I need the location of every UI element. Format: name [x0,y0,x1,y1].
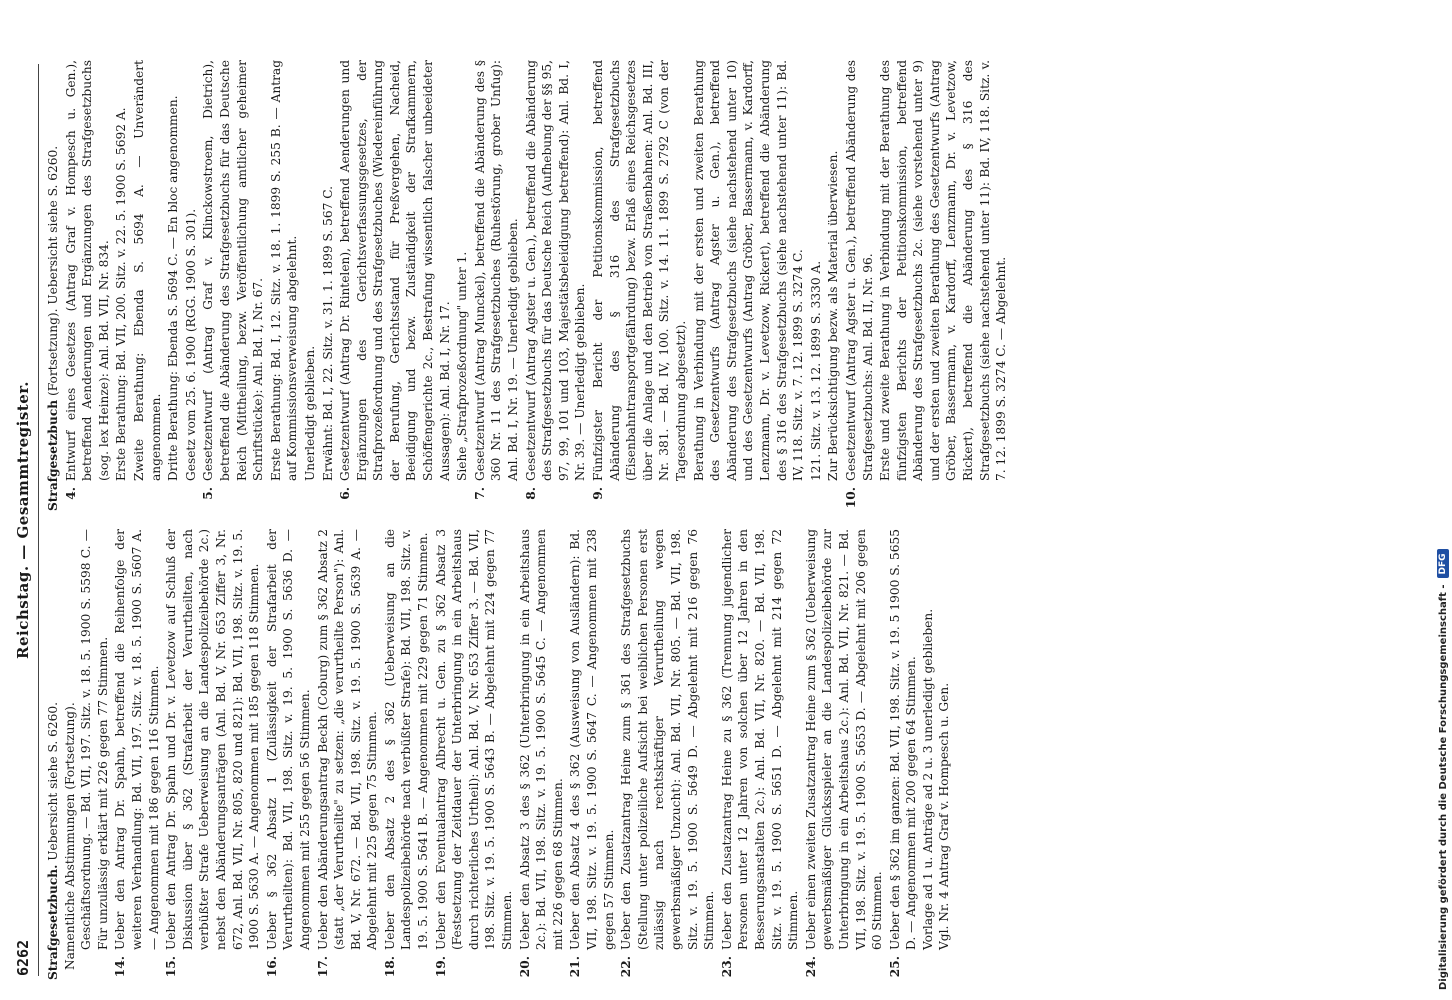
entry-number: 25. [887,956,902,978]
entry-number: 19. [433,956,448,978]
entry-text: Ueber den Eventualantrag Albrecht u. Gen. zu § 362 Absatz 3 (Festsetzung der Zeitdauer der Unterbringung in ein Arbeitshaus durch richterliches Urtheil): Anl. Bd. V, Nr. 653 Ziffer 3. — Bd. VII, 198. Sitz. v. 19. 5. 1900 S. 5643 B. — Abgelehnt mit 224 gegen 77 Stimmen. [433,529,515,950]
entry-number [877,487,1010,511]
index-entry [131,60,164,511]
index-entry [113,60,130,511]
entry-number [454,487,471,511]
entry-number: 7. [472,487,487,500]
index-entry [302,60,319,511]
entry-text: Ueber den Antrag Dr. Spahn und Dr. v. Levetzow auf Schluß der Diskussion über § 362 (Strafarbeit der Verurtheilten, nach verbüßter Strafe Ueberweisung an die Landespolizeibehörde 2c.) nebst den Abänderungsanträgen (Anl. Bd. V, Nr. 653 Ziffer 3, Nr. 672, Anl. Bd. VII, Nr. 805, 820 und 821): Bd. VII, 198. Sitz. v. 19. 5. 1900 S. 5630 A. — Angenommen mit 185 gegen 118 Stimmen. [164,529,262,950]
entry-text: Berathung in Verbindung mit der ersten und zweiten Berathung des Gesetzentwurfs (Antrag Agster u. Gen.), betreffend Abänderung des Strafgesetzbuchs (siehe nachstehend unter 10) und des Gesetzentwurfs (Antrag Gröber, Bassermann, v. Kardorff, Lenzmann, Dr. v. Levetzow, Rickert), betreffend die Abänderung des § 316 des Strafgesetzbuchs (siehe nachstehend unter 11): Bd. IV, 118. Sitz. v. 7. 12. 1899 S. 3274 C. [691,60,806,481]
index-entry [382,529,432,980]
index-entry [803,529,886,980]
entry-text: Ueber den Zusatzantrag Heine zu § 362 (Trennung jugendlicher Personen unter 12 Jahren von solchen über 12 Jahren in den Besserungsanstalten 2c.): Anl. Bd. VII, Nr. 820. — Bd. VII, 198. Sitz. v. 19. 5. 1900 S. 5651 D. — Abgelehnt mit 214 gegen 72 Stimmen. [719,529,801,950]
index-entry [719,529,802,980]
index-entry [517,529,567,980]
running-title: Reichstag. — Gesammtregister. [14,381,32,659]
digitization-stamp [1416,0,1449,1000]
entry-number [165,487,182,511]
index-entry [618,529,718,980]
entry-text: Fünfzigster Bericht der Petitionskommission, betreffend Abänderung des § 316 des Strafgesetzbuchs (Eisenbahntransportgefährdung) bezw. Erlaß eines Reichsgesetzes über die Anlage und den Betrieb von Straßenbahnen: Anl. Bd. III, Nr. 381. — Bd. IV, 100. Sitz. v. 14. 11. 1899 S. 2792 C (von der Tagesordnung abgesetzt). [591,60,688,481]
index-entry [320,60,337,511]
entry-text: Ueber den Abänderungsantrag Beckh (Coburg) zum § 362 Absatz 2 (statt „der Verurtheilte" zu setzen: „die verurtheilte Person"): Anl. Bd. V, Nr. 672. — Bd. VII, 198. Sitz. v. 19. 5. 1900 S. 5639 A. — Abgelehnt mit 225 gegen 75 Stimmen. [315,529,380,950]
entry-text: Ueber den Antrag Dr. Spahn, betreffend die Reihenfolge der weiteren Verhandlung: Bd. VII, 197. Sitz. v. 18. 5. 1900 S. 5607 A. — Angenommen mit 186 gegen 116 Stimmen. [113,529,161,950]
left-lead-paragraph: Geschäftsordnung. — Bd. VII, 197. Sitz. v. 18. 5. 1900 S. 5598 C. — Für unzulässig erklärt mit 226 gegen 77 Stimmen. [79,529,110,950]
entry-number: 6. [338,487,353,500]
entry-text: Ueber den Absatz 3 des § 362 (Unterbringung in ein Arbeitshaus 2c.): Bd. VII, 198. Sitz. v. 19. 5. 1900 S. 5645 C. — Angenommen mit 226 gegen 68 Stimmen. [517,529,565,950]
index-entry [200,60,266,511]
entry-text: Zur Berücksichtigung bezw. als Material überwiesen. [826,150,841,481]
entry-number [808,487,825,511]
entry-text: Gesetzentwurf (Antrag Dr. Rintelen), betreffend Aenderungen und Ergänzungen des Gerichtsverfassungsgesetzes, der Strafprozeßordnung und des Strafgesetzbuches (Wiedereinführung der Berufung, Gerichtsstand für Preßvergehen, Nacheid, Beeidigung und bezw. Zuständigkeit der Strafkammern, Schöffengerichte 2c., Bestrafung wissentlich falscher unbeeideter Aussagen): Anl. Bd. I, Nr. 17. [338,60,452,481]
entry-number: 15. [164,956,179,978]
index-entry [567,529,617,980]
entry-text: Ueber den Absatz 4 des § 362 (Ausweisung von Ausländern): Bd. VII, 198. Sitz. v. 19. 5. 1900 S. 5647 C. — Angenommen mit 238 gegen 57 Stimmen. [568,529,616,950]
index-entry [264,529,314,980]
left-section-heading: Strafgesetzbuch. Uebersicht siehe S. 6260. [46,702,60,980]
document-page [0,40,1400,1000]
entry-number: 23. [719,956,734,978]
index-entry [877,60,1010,511]
entry-text: Gesetzentwurf (Antrag Agster u. Gen.), betreffend Abänderung des Strafgesetzbuchs: Anl. Bd. II, Nr. 96. [843,60,875,481]
index-entry [268,60,301,511]
dfg-logo: DFG [1437,549,1449,578]
entry-number [825,487,842,511]
index-entry [691,60,807,511]
entry-number: 24. [803,956,818,978]
left-entry-list [112,529,920,980]
left-subheading: Namentliche Abstimmungen (Fortsetzung). [62,702,77,970]
index-entry [590,60,690,511]
index-entry [523,60,589,511]
page-header [14,64,32,976]
entry-text: Gesetzentwurf (Antrag Graf v. Klinckowstroem, Dietrich), betreffend die Abänderung des Strafgesetzbuchs für das Deutsche Reich (Mittheilung, bezw. Veröffentlichung amtlicher geheimer Schriftstücke): Anl. Bd. I, Nr. 67. [201,60,266,481]
entry-text: 121. Sitz. v. 13. 12. 1899 S. 3330 A. [808,260,823,481]
entry-number: 8. [523,487,538,500]
entry-number [131,487,164,511]
entry-text: Ueber den Zusatzantrag Heine zum § 361 des Strafgesetzbuchs (Stellung unter polizeiliche Aufsicht bei weiblichen Personen erst zulässig nach rechtskräftiger Verurtheilung wegen gewerbsmäßiger Unzucht): Anl. Bd. VII, Nr. 805. — Bd. VII, 198. Sitz. v. 19. 5. 1900 S. 5649 D. — Abgelehnt mit 216 gegen 76 Stimmen. [619,529,717,950]
entry-number [302,487,319,511]
index-entry [183,60,200,511]
entry-text: Ueber § 362 Absatz 1 (Zulässigkeit der Strafarbeit der Verurtheilten): Bd. VII, 198. Sitz. v. 19. 5. 1900 S. 5636 D. — Angenommen mit 255 gegen 56 Stimmen. [264,529,312,950]
left-column [45,529,1365,980]
entry-text: Erste Berathung: Bd. VII, 200. Sitz. v. 22. 5. 1900 S. 5692 A. [114,107,129,481]
entry-text: Gesetzentwurf (Antrag Agster u. Gen.), betreffend die Abänderung des Strafgesetzbuchs für das Deutsche Reich (Aufhebung der §§ 95, 97, 99, 101 und 103, Majestätsbeleidigung betreffend): Anl. Bd. I, Nr. 39. — Unerledigt geblieben. [523,60,588,481]
entry-text: Gesetzentwurf (Antrag Munckel), betreffend die Abänderung des § 360 Nr. 11 des Strafgesetzbuches (Ruhestörung, grober Unfug): Anl. Bd. I, Nr. 19. — Unerledigt geblieben. [472,60,521,481]
index-entry [825,60,842,511]
entry-number: 10. [843,487,858,509]
entry-number: 20. [517,956,532,978]
right-column [45,60,1365,511]
left-tail-reference: Vgl. Nr. 4 Antrag Graf v. Hompesch u. Gen. [937,682,952,950]
index-entry [472,60,522,511]
entry-text: Ueber einen zweiten Zusatzantrag Heine zum § 362 (Ueberweisung gewerbsmäßiger Glücksspieler an die Landespolizeibehörde zur Unterbringung in ein Arbeitshaus 2c.): Anl. Bd. VII, Nr. 821. — Bd. VII, 198. Sitz. v. 19. 5. 1900 S. 5653 D. — Abgelehnt mit 206 gegen 60 Stimmen. [803,529,885,950]
entry-text: Erwähnt: Bd. I, 22. Sitz. v. 31. 1. 1899 S. 567 C. [320,185,335,481]
entry-number: 17. [315,956,330,978]
entry-number [268,487,301,511]
header-rule [38,64,39,976]
index-entry [808,60,825,511]
stamp-text: Digitalisierung gefördert durch die Deutsche Forschungsgemeinschaft - [1437,584,1449,990]
entry-number [113,487,130,511]
index-entry [454,60,471,511]
entry-number [691,487,807,511]
entry-number [183,487,200,511]
entry-text: Dritte Berathung: Ebenda S. 5694 C. — En bloc angenommen. [166,95,181,481]
entry-text: Entwurf eines Gesetzes (Antrag Graf v. Hompesch u. Gen.), betreffend Aenderungen und Ergänzungen des Strafgesetzbuchs (sog. lex Heinze): Anl. Bd. VII, Nr. 834. [63,60,111,481]
entry-text: Unerledigt geblieben. [302,345,317,481]
index-entry [63,60,113,511]
right-section-heading: Strafgesetzbuch (Fortsetzung). Uebersicht siehe S. 6260. [46,145,60,511]
entry-number: 18. [382,956,397,978]
index-entry [112,529,162,980]
entry-number [320,487,337,511]
entry-number: 14. [113,956,128,978]
entry-text: Gesetz vom 25. 6. 1900 (RGG. 1900 S. 301). [183,208,198,481]
index-entry [315,529,381,980]
index-entry [165,60,182,511]
index-entry [337,60,453,511]
index-entry [433,529,516,980]
entry-number: 4. [63,487,78,500]
entry-text: Ueber den § 362 im ganzen: Bd. VII, 198. Sitz. v. 19. 5 1900 S. 5655 D. — Angenommen mit 200 gegen 64 Stimmen. [887,529,919,950]
entry-number: 16. [264,956,279,978]
entry-text: Siehe „Strafprozeßordnung" unter 1. [455,251,470,481]
entry-text: Zweite Berathung: Ebenda S. 5694 A. — Unverändert angenommen. [131,60,163,481]
index-entry [887,529,920,980]
entry-number: 21. [568,956,583,978]
index-entry [843,60,876,511]
entry-text: Ueber den Absatz 2 des § 362 (Ueberweisung an die Landespolizeibehörde nach verbüßter Strafe): Bd. VII, 198. Sitz. v. 19. 5. 1900 S. 5641 B. — Angenommen mit 229 gegen 71 Stimmen. [382,529,431,950]
entry-text: Erste Berathung: Bd. I, 12. Sitz. v. 18. 1. 1899 S. 255 B. — Antrag auf Kommissionsverweisung abgelehnt. [268,60,300,481]
entry-number: 9. [591,487,605,500]
entry-number: 5. [201,487,216,500]
right-entry-list [63,60,1010,511]
index-entry [163,529,263,980]
entry-text: Erste und zweite Berathung in Verbindung mit der Berathung des fünfzigsten Berichts der Petitionskommission, betreffend Abänderung des Strafgesetzbuchs 2c. (siehe vorstehend unter 9) und der ersten und zweiten Berathung des Gesetzentwurfs (Antrag Gröber, Bassermann, v. Kardorff, Lenzmann, Dr. v. Levetzow, Rickert), betreffend die Abänderung des § 316 des Strafgesetzbuchs (siehe nachstehend unter 11): Bd. IV, 118. Sitz. v. 7. 12. 1899 S. 3274 C. — Abgelehnt. [878,60,1009,481]
left-tail-note: Vorlage ad 1 u. Anträge ad 2 u. 3 unerledigt geblieben. [920,608,935,950]
page-number: 6262 [14,939,32,976]
entry-number: 22. [619,956,634,978]
